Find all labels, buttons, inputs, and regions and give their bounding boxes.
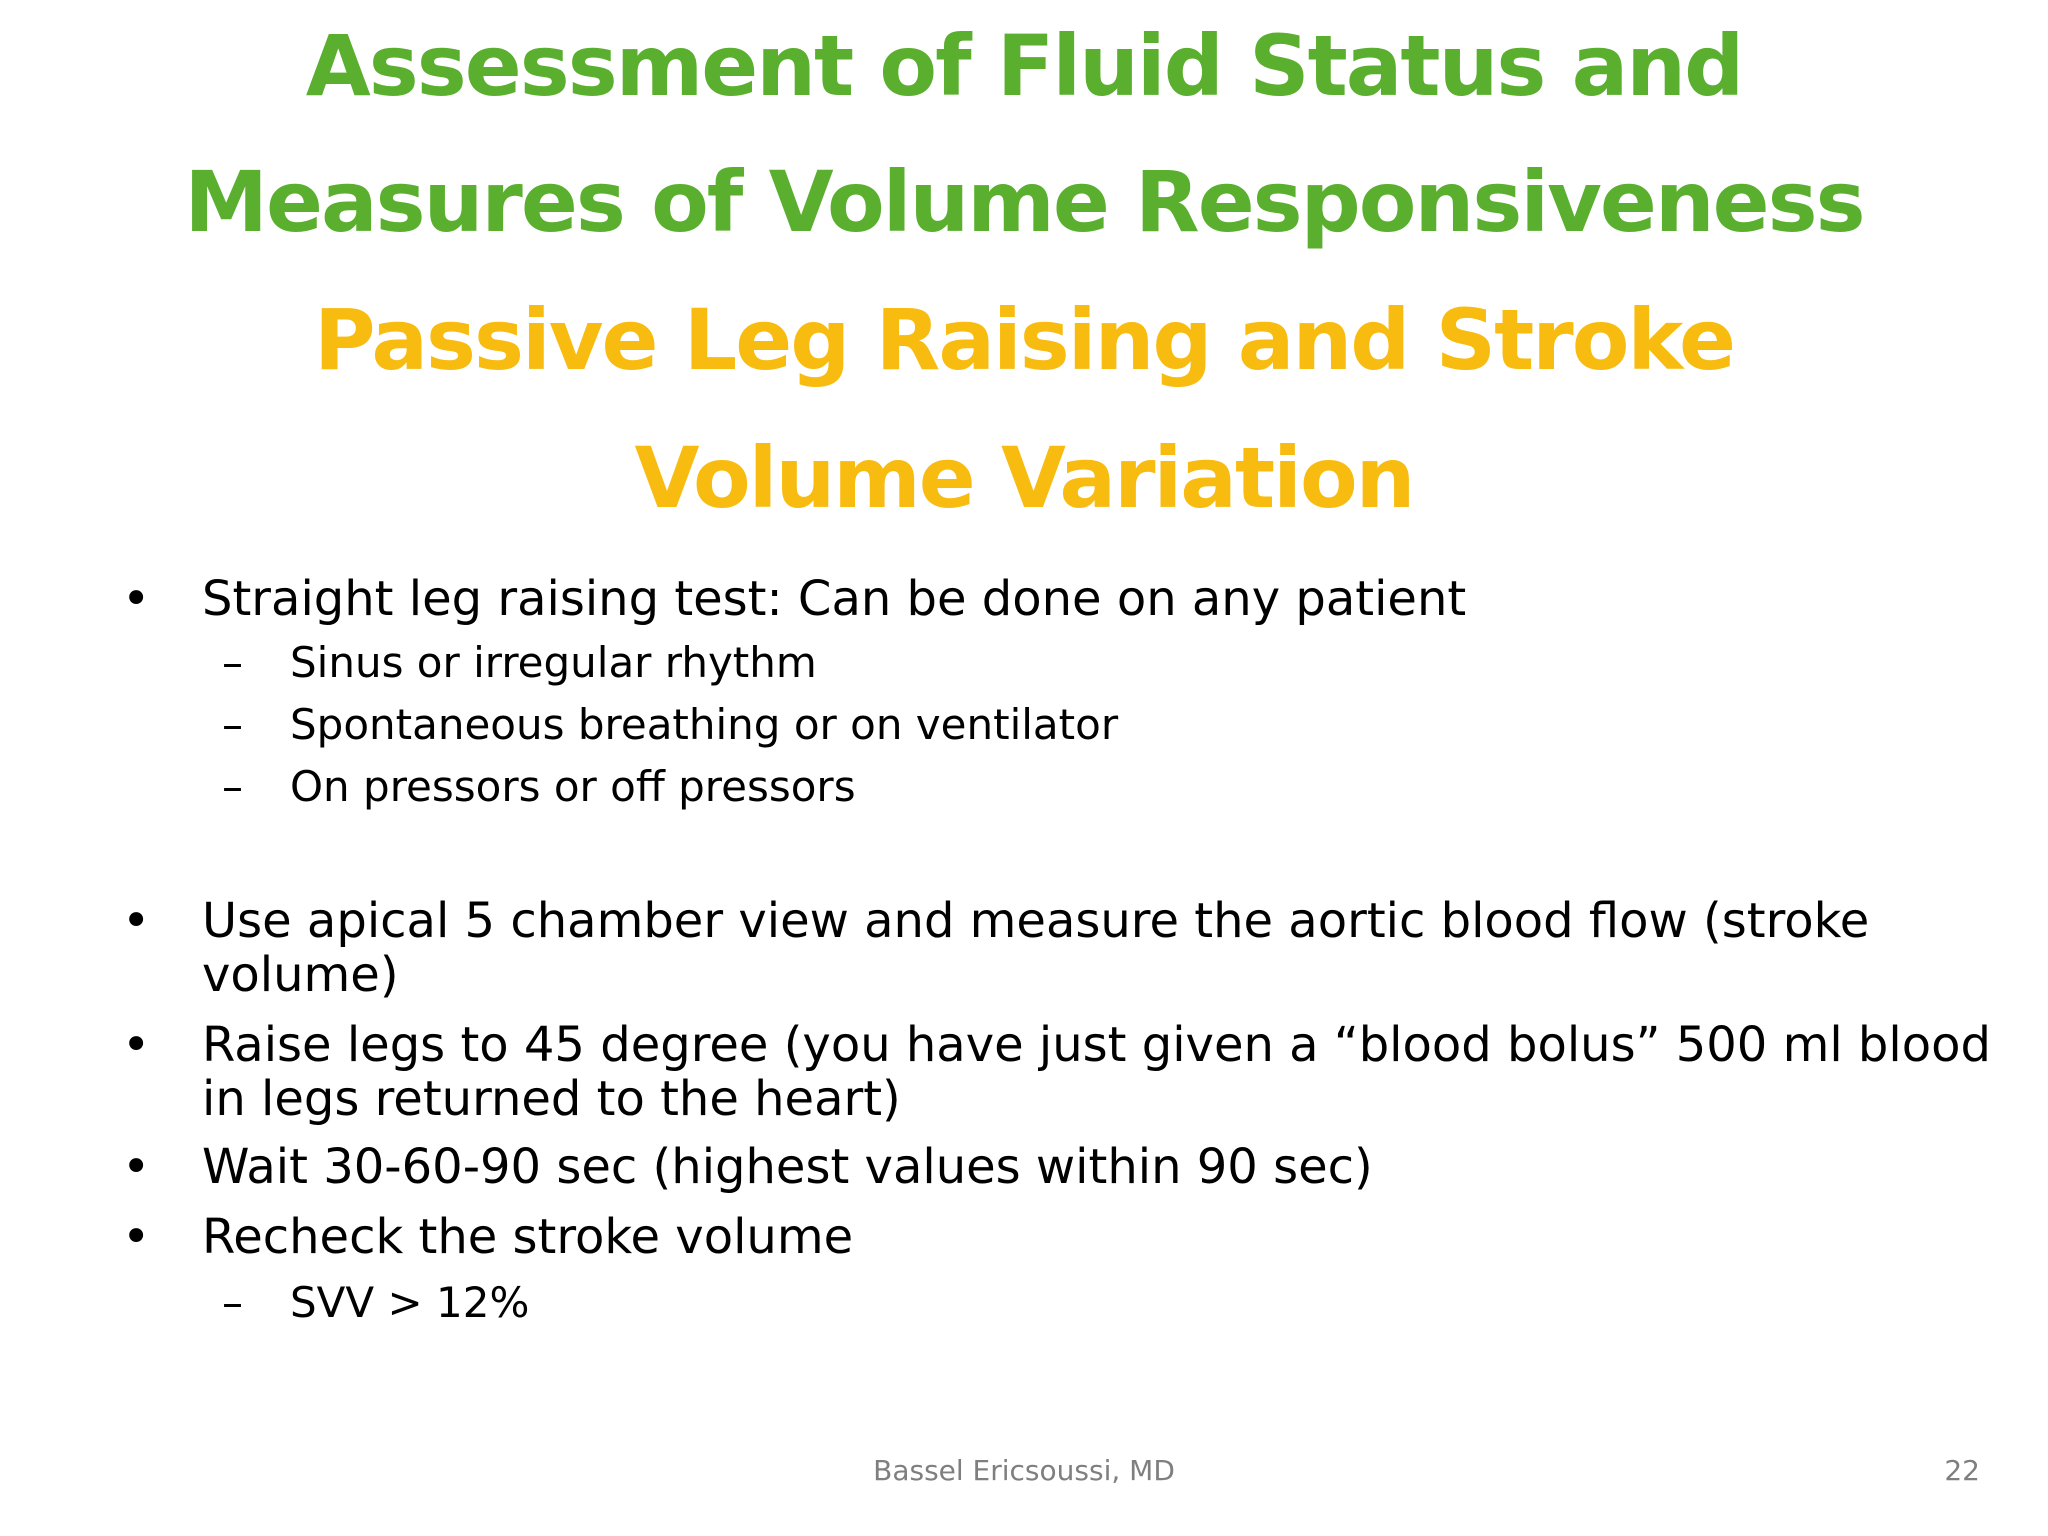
bullet-marker: • (122, 571, 151, 627)
subtitle-line-2: Volume Variation (634, 429, 1414, 527)
bullet-marker: • (122, 1139, 151, 1195)
sub-bullet-text: Spontaneous breathing or on ventilator (290, 700, 1119, 749)
footer-author: Bassel Ericsoussi, MD (873, 1454, 1175, 1487)
bullet-text: Recheck the stroke volume (202, 1209, 854, 1265)
bullet-marker: • (122, 1209, 151, 1265)
title-line-2: Measures of Volume Responsiveness (184, 153, 1864, 251)
sub-bullet-text: SVV > 12% (290, 1278, 530, 1327)
subtitle-line-1: Passive Leg Raising and Stroke (314, 291, 1734, 389)
title-line-1: Assessment of Fluid Status and (305, 17, 1743, 115)
bullet-marker: • (122, 893, 151, 949)
dash-marker: – (222, 762, 243, 811)
sub-bullet-text: On pressors or off pressors (290, 762, 856, 811)
bullet-text: Raise legs to 45 degree (you have just given a “blood bolus” 500 ml blood in legs returned to the heart) (202, 1017, 1991, 1127)
page-number: 22 (1944, 1454, 1980, 1487)
bullet-marker: • (122, 1017, 151, 1073)
dash-marker: – (222, 1278, 243, 1327)
dash-marker: – (222, 700, 243, 749)
dash-marker: – (222, 638, 243, 687)
sub-bullet-text: Sinus or irregular rhythm (290, 638, 817, 687)
bullet-text: Use apical 5 chamber view and measure the aortic blood flow (stroke volume) (202, 893, 1870, 1003)
bullet-text: Wait 30-60-90 sec (highest values within 90 sec) (202, 1139, 1373, 1195)
bullet-text: Straight leg raising test: Can be done on any patient (202, 571, 1467, 627)
